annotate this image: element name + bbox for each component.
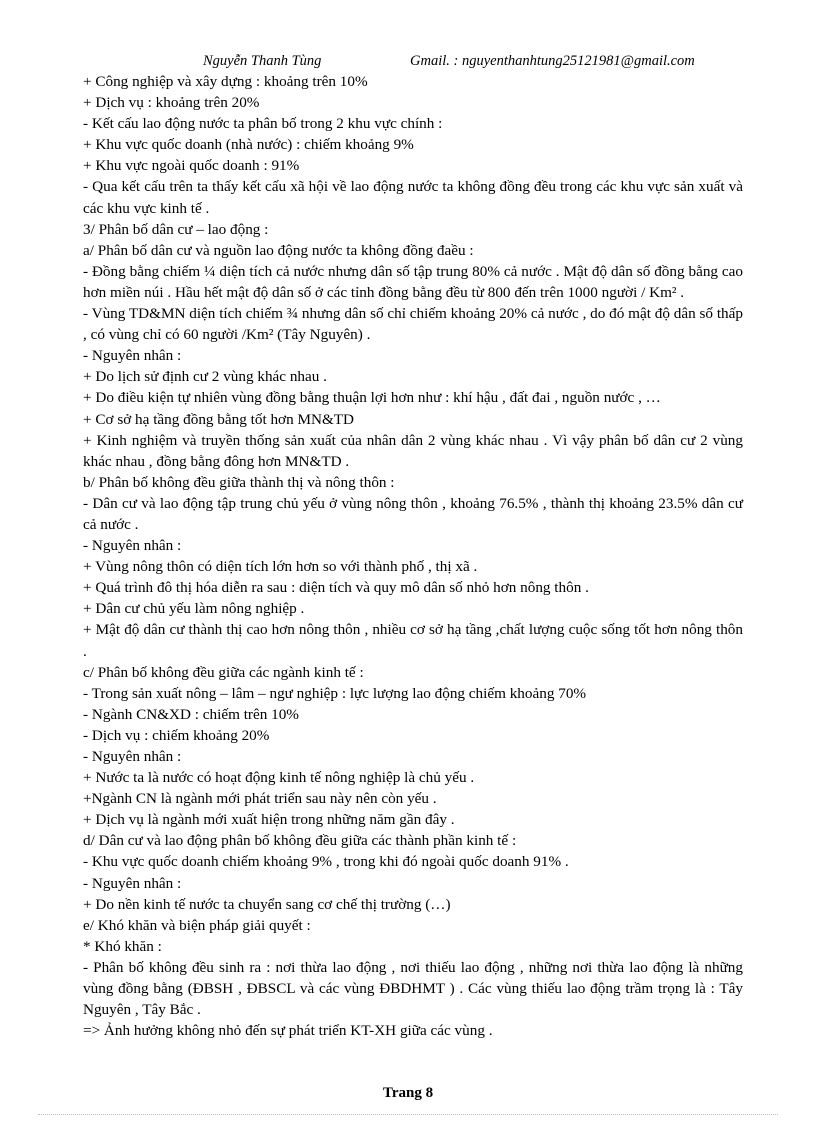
section-heading: 3/ Phân bố dân cư – lao động : <box>83 220 269 238</box>
text-line: + Do điều kiện tự nhiên vùng đồng bằng thuận lợi hơn như : khí hậu , đất đai , nguồn nước , … <box>83 389 661 407</box>
text-paragraph: + Mật độ dân cư thành thị cao hơn nông thôn , nhiều cơ sở hạ tầng ,chất lượng cuộc sống tốt hơn nông thôn . <box>83 621 743 660</box>
text-paragraph: + Kinh nghiệm và truyền thống sản xuất của nhân dân 2 vùng khác nhau . Vì vậy phân bố dân cư 2 vùng khác nhau , đồng bằng đông hơn MN&TD . <box>83 431 743 470</box>
text-line: => Ảnh hưởng không nhỏ đến sự phát triển KT-XH giữa các vùng . <box>83 1022 493 1040</box>
text-line: - Ngành CN&XD : chiếm trên 10% <box>83 705 299 723</box>
subsection-heading: c/ Phân bố không đều giữa các ngành kinh tế : <box>83 663 364 681</box>
text-line: - Kết cấu lao động nước ta phân bố trong 2 khu vực chính : <box>83 115 443 133</box>
text-line: * Khó khăn : <box>83 937 162 955</box>
text-line: +Ngành CN là ngành mới phát triển sau này nên còn yếu . <box>83 790 437 808</box>
text-paragraph: - Vùng TD&MN diện tích chiếm ¾ nhưng dân số chỉ chiếm khoảng 20% cả nước , do đó mật độ dân số thấp , có vùng chỉ có 60 người /Km² (Tây Nguyên) . <box>83 305 743 344</box>
subsection-heading: d/ Dân cư và lao động phân bố không đều giữa các thành phần kinh tế : <box>83 832 517 850</box>
text-paragraph: - Đồng bằng chiếm ¼ diện tích cả nước nhưng dân số tập trung 80% cả nước . Mật độ dân số đồng bằng cao hơn miền núi . Hầu hết mật độ dân số ở các tỉnh đồng bằng đều từ 800 đến trên 1000 người / Km² . <box>83 262 743 301</box>
text-paragraph: - Phân bố không đều sinh ra : nơi thừa lao động , nơi thiếu lao động , những nơi thừa lao động là những vùng đồng bằng (ĐBSH , ĐBSCL và các vùng ĐBDHMT ) . Các vùng thiếu lao động trầm trọng là : Tây Nguyên , Tây Bắc . <box>83 958 743 1019</box>
text-line: + Do lịch sử định cư 2 vùng khác nhau . <box>83 368 327 386</box>
header-email: Gmail. : nguyenthanhtung25121981@gmail.com <box>410 53 695 69</box>
text-line: + Vùng nông thôn có diện tích lớn hơn so với thành phố , thị xã . <box>83 558 478 576</box>
text-line: - Trong sản xuất nông – lâm – ngư nghiệp : lực lượng lao động chiếm khoảng 70% <box>83 684 587 702</box>
text-line: + Quá trình đô thị hóa diễn ra sau : diện tích và quy mô dân số nhỏ hơn nông thôn . <box>83 579 589 597</box>
subsection-heading: b/ Phân bố không đều giữa thành thị và nông thôn : <box>83 473 395 491</box>
page-bottom-divider <box>38 1114 778 1115</box>
document-body <box>83 71 743 1041</box>
text-line: - Nguyên nhân : <box>83 537 182 555</box>
text-line: + Nước ta là nước có hoạt động kinh tế nông nghiệp là chủ yếu . <box>83 769 475 787</box>
text-line: - Nguyên nhân : <box>83 874 182 892</box>
text-line: + Khu vực ngoài quốc doanh : 91% <box>83 157 300 175</box>
page-header <box>0 53 816 73</box>
text-paragraph: - Qua kết cấu trên ta thấy kết cấu xã hội về lao động nước ta không đồng đều trong các khu vực sản xuất và các khu vực kinh tế . <box>83 178 743 217</box>
subsection-heading: a/ Phân bố dân cư và nguồn lao động nước ta không đồng đaều : <box>83 241 474 259</box>
text-line: + Do nền kinh tế nước ta chuyển sang cơ chế thị trường (…) <box>83 895 451 913</box>
header-author: Nguyễn Thanh Tùng <box>203 53 322 69</box>
text-line: - Dịch vụ : chiếm khoảng 20% <box>83 726 270 744</box>
subsection-heading: e/ Khó khăn và biện pháp giải quyết : <box>83 916 311 934</box>
text-line: + Dịch vụ : khoảng trên 20% <box>83 94 260 112</box>
text-line: - Nguyên nhân : <box>83 748 182 765</box>
text-line: - Khu vực quốc doanh chiếm khoảng 9% , trong khi đó ngoài quốc doanh 91% . <box>83 853 569 871</box>
page-number: Trang 8 <box>382 1085 434 1101</box>
text-line: + Dân cư chủ yếu làm nông nghiệp . <box>83 600 305 618</box>
text-line: + Khu vực quốc doanh (nhà nước) : chiếm khoảng 9% <box>83 136 414 154</box>
text-paragraph: - Dân cư và lao động tập trung chủ yếu ở vùng nông thôn , khoảng 76.5% , thành thị khoảng 23.5% dân cư cả nước . <box>83 494 743 533</box>
text-line: + Dịch vụ là ngành mới xuất hiện trong những năm gần đây . <box>83 811 455 829</box>
text-line: - Nguyên nhân : <box>83 347 182 365</box>
text-line: + Công nghiệp và xây dựng : khoảng trên 10% <box>83 73 368 90</box>
text-line: + Cơ sở hạ tầng đồng bằng tốt hơn MN&TD <box>83 410 355 428</box>
